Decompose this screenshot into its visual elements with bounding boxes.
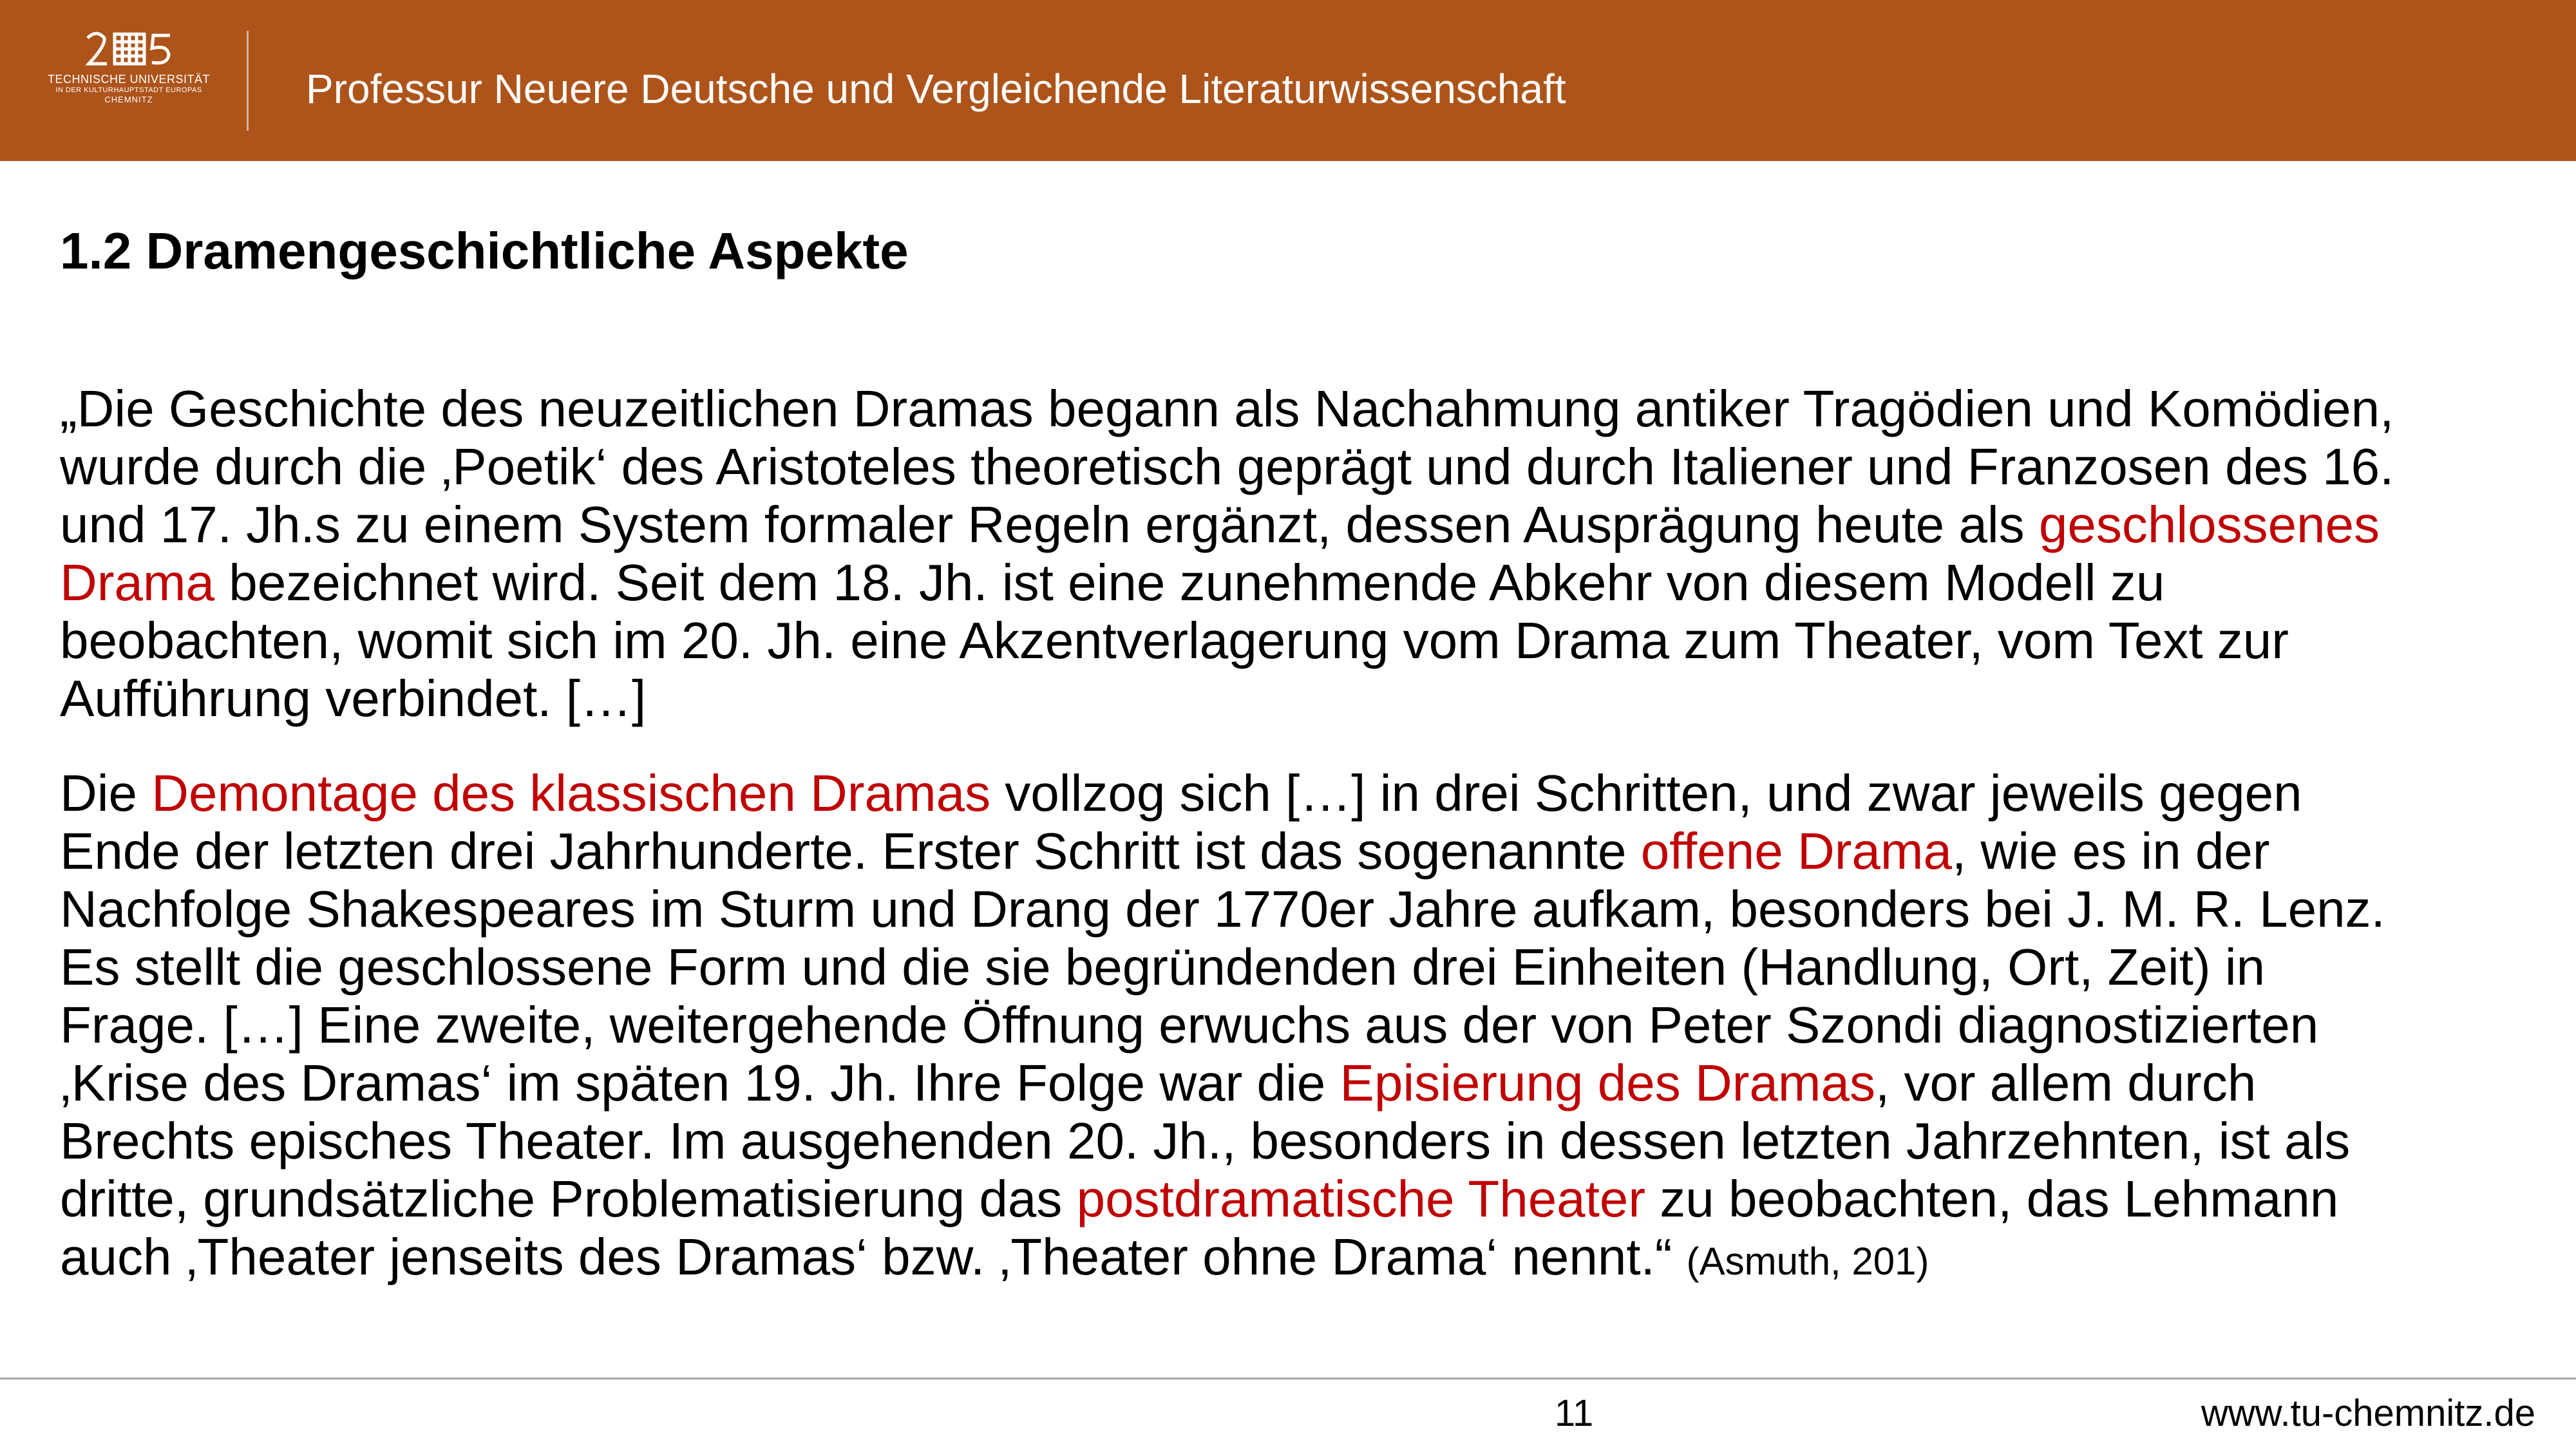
text-line: auch ‚Theater jenseits des Dramas‘ bzw. ‚Theater ohne Drama‘ nennt.“ (Asmuth, 201): [60, 1228, 1929, 1285]
slide-header: [0, 0, 2576, 161]
text-line: Nachfolge Shakespeares im Sturm und Drang der 1770er Jahre aufkam, besonders bei J. M. R. Lenz.: [60, 880, 2385, 938]
highlight-term: Demontage des klassischen Dramas: [151, 764, 991, 822]
text-line: dritte, grundsätzliche Problematisierung das postdramatische Theater zu beobachten, das Lehmann: [60, 1170, 2339, 1227]
footer-url: www.tu-chemnitz.de: [2201, 1392, 2535, 1434]
highlight-term: Drama: [60, 554, 215, 611]
text-line: Die Demontage des klassischen Dramas vollzog sich […] in drei Schritten, und zwar jeweils gegen: [60, 764, 2302, 822]
text-line: und 17. Jh.s zu einem System formaler Regeln ergänzt, dessen Ausprägung heute als geschlossenes: [60, 496, 2380, 553]
logo-tagline: IN DER KULTURHAUPTSTADT EUROPAS: [55, 86, 202, 94]
highlight-term: geschlossenes: [2038, 496, 2380, 553]
text-line: „Die Geschichte des neuzeitlichen Dramas begann als Nachahmung antiker Tragödien und Komödien,: [60, 380, 2394, 437]
paragraph-2: [60, 764, 2559, 1286]
text-line: ‚Krise des Dramas‘ im späten 19. Jh. Ihre Folge war die Episierung des Dramas, vor allem durch: [60, 1054, 2257, 1112]
text-line: Brechts episches Theater. Im ausgehenden 20. Jh., besonders in dessen letzten Jahrzehnten, ist als: [60, 1112, 2351, 1170]
text-line: Drama bezeichnet wird. Seit dem 18. Jh. ist eine zunehmende Abkehr von diesem Modell zu: [60, 554, 2165, 611]
logo-mark-icon: [84, 29, 174, 69]
paragraph-1: [60, 380, 2559, 728]
footer-rule: [0, 1378, 2576, 1379]
citation: (Asmuth, 201): [1686, 1240, 1929, 1283]
text-line: beobachten, womit sich im 20. Jh. eine Akzentverlagerung vom Drama zum Theater, vom Text zur: [60, 612, 2289, 669]
section-heading: 1.2 Dramengeschichtliche Aspekte: [60, 222, 909, 279]
text-line: Frage. […] Eine zweite, weitergehende Öffnung erwuchs aus der von Peter Szondi diagnostizierten: [60, 996, 2319, 1054]
text-line: Aufführung verbindet. […]: [60, 670, 647, 727]
logo-city: CHEMNITZ: [104, 95, 153, 104]
text-line: Es stellt die geschlossene Form und die sie begründenden drei Einheiten (Handlung, Ort, Zeit) in: [60, 938, 2266, 996]
highlight-term: Episierung des Dramas: [1340, 1054, 1875, 1112]
text-line: wurde durch die ‚Poetik‘ des Aristoteles theoretisch geprägt und durch Italiener und Franzosen des 16.: [60, 438, 2394, 495]
tu-chemnitz-logo: [39, 29, 219, 138]
text-line: Ende der letzten drei Jahrhunderte. Erster Schritt ist das sogenannte offene Drama, wie es in der: [60, 822, 2270, 880]
page-number: 11: [1555, 1392, 1594, 1434]
header-title: Professur Neuere Deutsche und Vergleichende Literaturwissenschaft: [306, 66, 1566, 112]
highlight-term: offene Drama: [1640, 822, 1952, 880]
logo-university-name: TECHNISCHE UNIVERSITÄT: [47, 73, 211, 86]
highlight-term: postdramatische Theater: [1076, 1170, 1646, 1227]
header-divider: [247, 31, 249, 131]
